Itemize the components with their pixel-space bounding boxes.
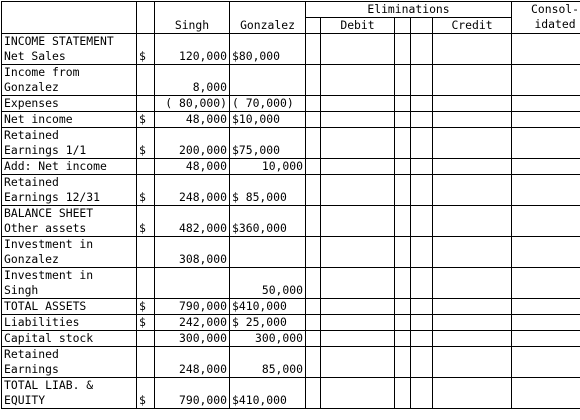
credit-amount (433, 237, 512, 268)
singh-dollar: $ (137, 378, 155, 409)
debit-amount (321, 96, 395, 112)
header-credit: Credit (433, 18, 512, 34)
credit-amount (433, 315, 512, 331)
header-debit: Debit (321, 18, 395, 34)
gap (395, 96, 411, 112)
debit-amount (321, 159, 395, 175)
singh-dollar (137, 331, 155, 347)
consolidated-value (512, 65, 580, 96)
row-label: Investment in Gonzalez (2, 237, 137, 268)
gonzalez-value: $10,000 (230, 112, 306, 128)
singh-value: 790,000 (155, 378, 230, 409)
debit-ref (306, 315, 321, 331)
header-gap-cell (395, 18, 411, 34)
debit-ref (306, 96, 321, 112)
credit-amount (433, 65, 512, 96)
singh-dollar: $ (137, 206, 155, 237)
debit-ref (306, 206, 321, 237)
credit-ref (411, 331, 433, 347)
debit-amount (321, 378, 395, 409)
singh-dollar: $ (137, 128, 155, 159)
consolidated-value (512, 34, 580, 65)
gonzalez-value: $80,000 (230, 34, 306, 65)
singh-dollar (137, 96, 155, 112)
row-label: Capital stock (2, 331, 137, 347)
row-label: Income from Gonzalez (2, 65, 137, 96)
debit-ref (306, 128, 321, 159)
consolidation-worksheet (1, 1, 580, 409)
singh-value: 248,000 (155, 347, 230, 378)
credit-ref (411, 315, 433, 331)
consolidated-value (512, 299, 580, 315)
debit-amount (321, 347, 395, 378)
debit-amount (321, 112, 395, 128)
gap (395, 268, 411, 299)
singh-value: 48,000 (155, 112, 230, 128)
singh-value: 8,000 (155, 65, 230, 96)
debit-amount (321, 315, 395, 331)
credit-ref (411, 347, 433, 378)
credit-ref (411, 268, 433, 299)
row-net-sales (2, 34, 580, 65)
row-label: Retained Earnings 12/31 (2, 175, 137, 206)
gonzalez-value: 300,000 (230, 331, 306, 347)
singh-dollar: $ (137, 315, 155, 331)
row-other-assets (2, 206, 580, 237)
consolidated-value (512, 112, 580, 128)
gonzalez-value: 10,000 (230, 159, 306, 175)
row-retained-earnings (2, 347, 580, 378)
singh-value: ( 80,000) (155, 96, 230, 112)
singh-dollar (137, 268, 155, 299)
row-label: TOTAL ASSETS (2, 299, 137, 315)
consolidated-value (512, 175, 580, 206)
header-label-cell (2, 2, 137, 34)
header-credit-ref-cell (411, 18, 433, 34)
debit-ref (306, 299, 321, 315)
credit-amount (433, 128, 512, 159)
credit-ref (411, 299, 433, 315)
debit-amount (321, 268, 395, 299)
consolidated-value (512, 237, 580, 268)
debit-ref (306, 175, 321, 206)
credit-ref (411, 34, 433, 65)
debit-ref (306, 65, 321, 96)
debit-amount (321, 128, 395, 159)
gonzalez-value: 85,000 (230, 347, 306, 378)
debit-ref (306, 331, 321, 347)
consolidated-value (512, 315, 580, 331)
singh-value: 300,000 (155, 331, 230, 347)
singh-value: 308,000 (155, 237, 230, 268)
credit-amount (433, 175, 512, 206)
debit-ref (306, 378, 321, 409)
gap (395, 347, 411, 378)
gap (395, 299, 411, 315)
singh-dollar (137, 237, 155, 268)
debit-amount (321, 175, 395, 206)
header-gonzalez: Gonzalez (230, 2, 306, 34)
row-label: TOTAL LIAB. & EQUITY (2, 378, 137, 409)
singh-value: 48,000 (155, 159, 230, 175)
gap (395, 175, 411, 206)
gonzalez-value: $410,000 (230, 378, 306, 409)
consolidated-value (512, 128, 580, 159)
singh-dollar (137, 347, 155, 378)
consolidated-value (512, 378, 580, 409)
debit-amount (321, 237, 395, 268)
consolidated-value (512, 347, 580, 378)
credit-ref (411, 65, 433, 96)
gap (395, 331, 411, 347)
row-liabilities (2, 315, 580, 331)
debit-ref (306, 159, 321, 175)
singh-value: 120,000 (155, 34, 230, 65)
consolidated-value (512, 159, 580, 175)
row-total-assets (2, 299, 580, 315)
credit-ref (411, 206, 433, 237)
singh-dollar: $ (137, 34, 155, 65)
consolidated-value (512, 96, 580, 112)
credit-amount (433, 378, 512, 409)
gap (395, 315, 411, 331)
gap (395, 237, 411, 268)
debit-amount (321, 331, 395, 347)
singh-dollar (137, 65, 155, 96)
singh-dollar: $ (137, 175, 155, 206)
gonzalez-value: ( 70,000) (230, 96, 306, 112)
singh-value: 248,000 (155, 175, 230, 206)
row-label: INCOME STATEMENT Net Sales (2, 34, 137, 65)
row-label: Investment in Singh (2, 268, 137, 299)
header-consolidated: Consol- idated (512, 2, 580, 34)
gonzalez-value (230, 65, 306, 96)
gonzalez-value (230, 237, 306, 268)
credit-amount (433, 347, 512, 378)
header-eliminations: Eliminations (306, 2, 512, 18)
credit-amount (433, 34, 512, 65)
debit-amount (321, 34, 395, 65)
credit-ref (411, 112, 433, 128)
row-label: Liabilities (2, 315, 137, 331)
gap (395, 34, 411, 65)
credit-amount (433, 299, 512, 315)
row-label: Retained Earnings (2, 347, 137, 378)
singh-value: 790,000 (155, 299, 230, 315)
gonzalez-value: 50,000 (230, 268, 306, 299)
credit-ref (411, 378, 433, 409)
debit-ref (306, 268, 321, 299)
row-label: Expenses (2, 96, 137, 112)
singh-value: 482,000 (155, 206, 230, 237)
credit-ref (411, 96, 433, 112)
header-singh-dollar-cell (137, 2, 155, 34)
row-capital-stock (2, 331, 580, 347)
debit-ref (306, 237, 321, 268)
gonzalez-value: $75,000 (230, 128, 306, 159)
debit-ref (306, 112, 321, 128)
row-investment-in-singh (2, 268, 580, 299)
singh-value: 242,000 (155, 315, 230, 331)
row-investment-in-gonzalez (2, 237, 580, 268)
debit-amount (321, 299, 395, 315)
gap (395, 112, 411, 128)
gonzalez-value: $360,000 (230, 206, 306, 237)
row-expenses (2, 96, 580, 112)
row-income-from-gonzalez (2, 65, 580, 96)
row-retained-earnings-12-31 (2, 175, 580, 206)
row-label: Retained Earnings 1/1 (2, 128, 137, 159)
gap (395, 206, 411, 237)
gonzalez-value: $410,000 (230, 299, 306, 315)
row-retained-earnings-1-1 (2, 128, 580, 159)
gonzalez-value: $ 25,000 (230, 315, 306, 331)
debit-amount (321, 65, 395, 96)
singh-dollar: $ (137, 112, 155, 128)
credit-ref (411, 128, 433, 159)
credit-amount (433, 96, 512, 112)
consolidated-value (512, 331, 580, 347)
gonzalez-value: $ 85,000 (230, 175, 306, 206)
gap (395, 378, 411, 409)
header-row-1 (2, 2, 580, 18)
gap (395, 159, 411, 175)
credit-ref (411, 237, 433, 268)
gap (395, 65, 411, 96)
row-add-net-income (2, 159, 580, 175)
consolidated-value (512, 206, 580, 237)
gap (395, 128, 411, 159)
row-label: Add: Net income (2, 159, 137, 175)
credit-amount (433, 112, 512, 128)
row-label: BALANCE SHEET Other assets (2, 206, 137, 237)
credit-amount (433, 268, 512, 299)
credit-ref (411, 175, 433, 206)
singh-dollar: $ (137, 299, 155, 315)
credit-amount (433, 331, 512, 347)
debit-ref (306, 34, 321, 65)
credit-ref (411, 159, 433, 175)
row-total-liab-equity (2, 378, 580, 409)
credit-amount (433, 159, 512, 175)
consolidated-value (512, 268, 580, 299)
header-singh: Singh (155, 2, 230, 34)
row-label: Net income (2, 112, 137, 128)
singh-value (155, 268, 230, 299)
singh-dollar (137, 159, 155, 175)
header-debit-ref-cell (306, 18, 321, 34)
debit-ref (306, 347, 321, 378)
singh-value: 200,000 (155, 128, 230, 159)
credit-amount (433, 206, 512, 237)
row-net-income (2, 112, 580, 128)
debit-amount (321, 206, 395, 237)
